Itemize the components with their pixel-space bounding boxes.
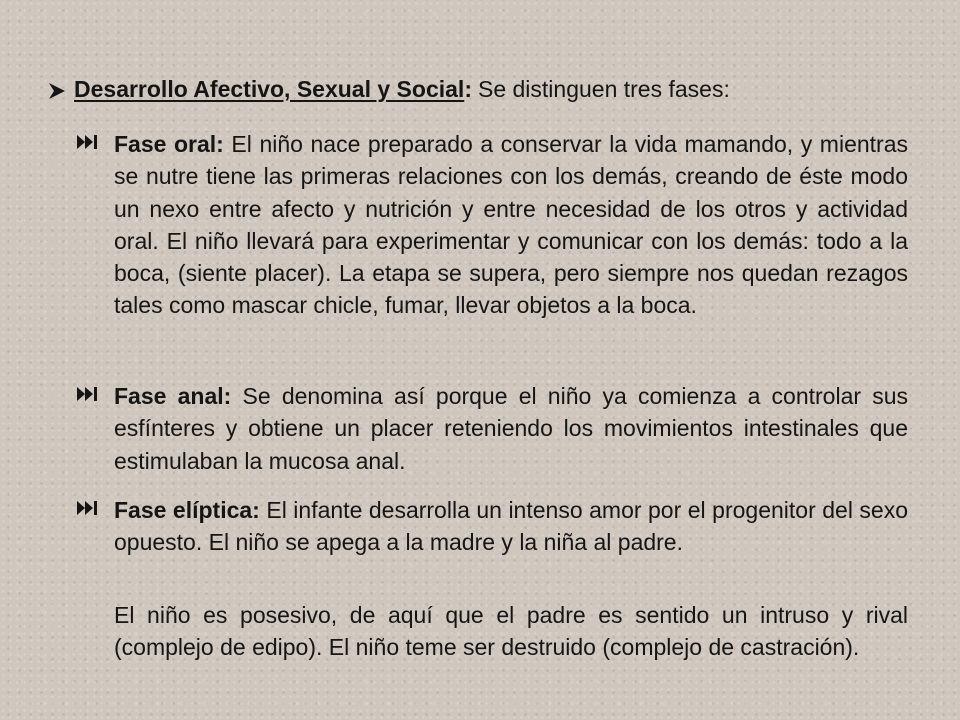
phase-oral-label: Fase oral:: [114, 131, 224, 157]
phase-eliptica-paragraph: [114, 494, 908, 559]
phase-anal-paragraph: [114, 380, 908, 477]
phase-oral-text: El niño nace preparado a conservar la vida mamando, y mientras se nutre tiene las primeras relaciones con los demás, creando de éste modo un nexo entre afecto y nutrición y entre necesidad de los otros y actividad oral. El niño llevará para experimentar y comunicar con los demás: todo a la boca, (siente placer). La etapa se supera, pero siempre nos quedan rezagos tales como mascar chicle, fumar, llevar objetos a la boca.: [114, 131, 909, 319]
phase-eliptica-text: El infante desarrolla un intenso amor por el progenitor del sexo opuesto. El niño se apega a la madre y la niña al padre.: [114, 497, 909, 556]
complejo-edipo-paragraph: El niño es posesivo, de aquí que el padre es sentido un intruso y rival (complejo de edipo). El niño teme ser destruido (complejo de castración).: [114, 602, 908, 661]
phase-anal: [76, 380, 908, 477]
phase-oral-paragraph: [114, 128, 908, 322]
heading: [48, 74, 928, 104]
heading-subtitle: Se distinguen tres fases:: [477, 76, 730, 102]
fast-forward-bar-icon: [76, 134, 98, 150]
arrowhead-bullet-icon: [48, 82, 72, 100]
heading-title: Desarrollo Afectivo, Sexual y Social: [74, 76, 465, 102]
phase-anal-label: Fase anal:: [114, 383, 232, 409]
phase-eliptica: [76, 494, 908, 559]
phase-eliptica-label: Fase elíptica:: [114, 497, 260, 523]
phase-anal-text: Se denomina así porque el niño ya comienza a controlar sus esfínteres y obtiene un placer reteniendo los movimientos intestinales que estimulaban la mucosa anal.: [114, 383, 909, 474]
fast-forward-bar-icon: [76, 500, 98, 516]
phase-oral: [76, 128, 908, 322]
heading-colon: :: [464, 76, 472, 102]
fast-forward-bar-icon: [76, 386, 98, 402]
